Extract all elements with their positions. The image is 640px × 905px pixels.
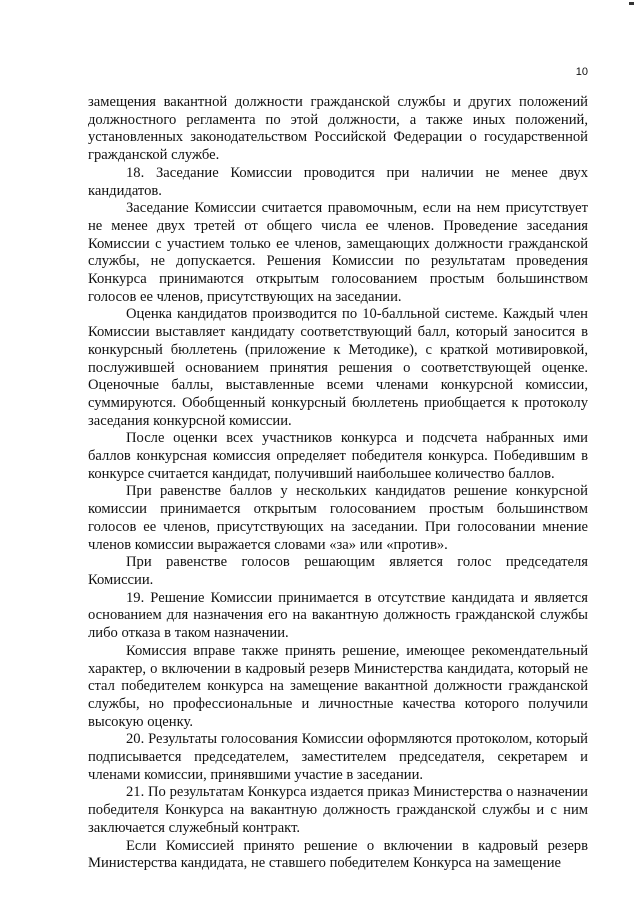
paragraph-clause-18: 18. Заседание Комиссии проводится при наличии не менее двух кандидатов. <box>88 164 588 199</box>
paragraph-continuation: замещения вакантной должности гражданской службы и других положений должностного регламента по этой должности, а также иных положений, установленных законодательством Российской Федерации о государственной гражданской службе. <box>88 94 588 164</box>
paragraph-tie-votes: При равенстве голосов решающим является голос председателя Комиссии. <box>88 554 588 588</box>
paragraph-quorum: Заседание Комиссии считается правомочным, если на нем присутствует не менее двух третей от общего числа ее членов. Проведение заседания Комиссии с участием только ее членов, замещающих должности гражданской службы, не допускается. Решения Комиссии по результатам проведения Конкурса принимаются открытым голосованием простым большинством голосов ее членов, присутствующих на заседании. <box>88 200 588 305</box>
paragraph-winner: После оценки всех участников конкурса и подсчета набранных ими баллов конкурсная комиссия определяет победителя конкурса. Победившим в конкурсе считается кандидат, получивший наибольшее количество баллов. <box>88 430 588 482</box>
paragraph-scoring: Оценка кандидатов производится по 10-балльной системе. Каждый член Комиссии выставляет кандидату соответствующий балл, который заносится в конкурсный бюллетень (приложение к Методике), с краткой мотивировкой, послужившей основанием принятия решения о соответствующей оценке. Оценочные баллы, выставленные всеми членами конкурсной комиссии, суммируются. Обобщенный конкурсный бюллетень приобщается к протоколу заседания конкурсной комиссии. <box>88 306 588 429</box>
paragraph-clause-20: 20. Результаты голосования Комиссии оформляются протоколом, который подписывается председателем, заместителем председателя, секретарем и членами комиссии, принявшими участие в заседании. <box>88 731 588 783</box>
scan-corner-mark <box>629 2 634 5</box>
page-number: 10 <box>575 66 588 78</box>
paragraph-reserve: Комиссия вправе также принять решение, имеющее рекомендательный характер, о включении в кадровый резерв Министерства кандидата, который не стал победителем конкурса на замещение вакантной должности гражданской службы, но профессиональные и личностные качества которого получили высокую оценку. <box>88 642 588 730</box>
document-body <box>88 94 588 873</box>
paragraph-reserve-decision: Если Комиссией принято решение о включении в кадровый резерв Министерства кандидата, не ставшего победителем Конкурса на замещение <box>88 837 588 872</box>
paragraph-clause-21: 21. По результатам Конкурса издается приказ Министерства о назначении победителя Конкурса на вакантную должность гражданской службы и с ним заключается служебный контракт. <box>88 784 588 836</box>
paragraph-tie-scores: При равенстве баллов у нескольких кандидатов решение конкурсной комиссии принимается открытым голосованием простым большинством голосов ее членов, присутствующих на заседании. При голосовании мнение членов комиссии выражается словами «за» или «против». <box>88 483 588 553</box>
paragraph-clause-19: 19. Решение Комиссии принимается в отсутствие кандидата и является основанием для назначения его на вакантную должность гражданской службы либо отказа в таком назначении. <box>88 589 588 642</box>
